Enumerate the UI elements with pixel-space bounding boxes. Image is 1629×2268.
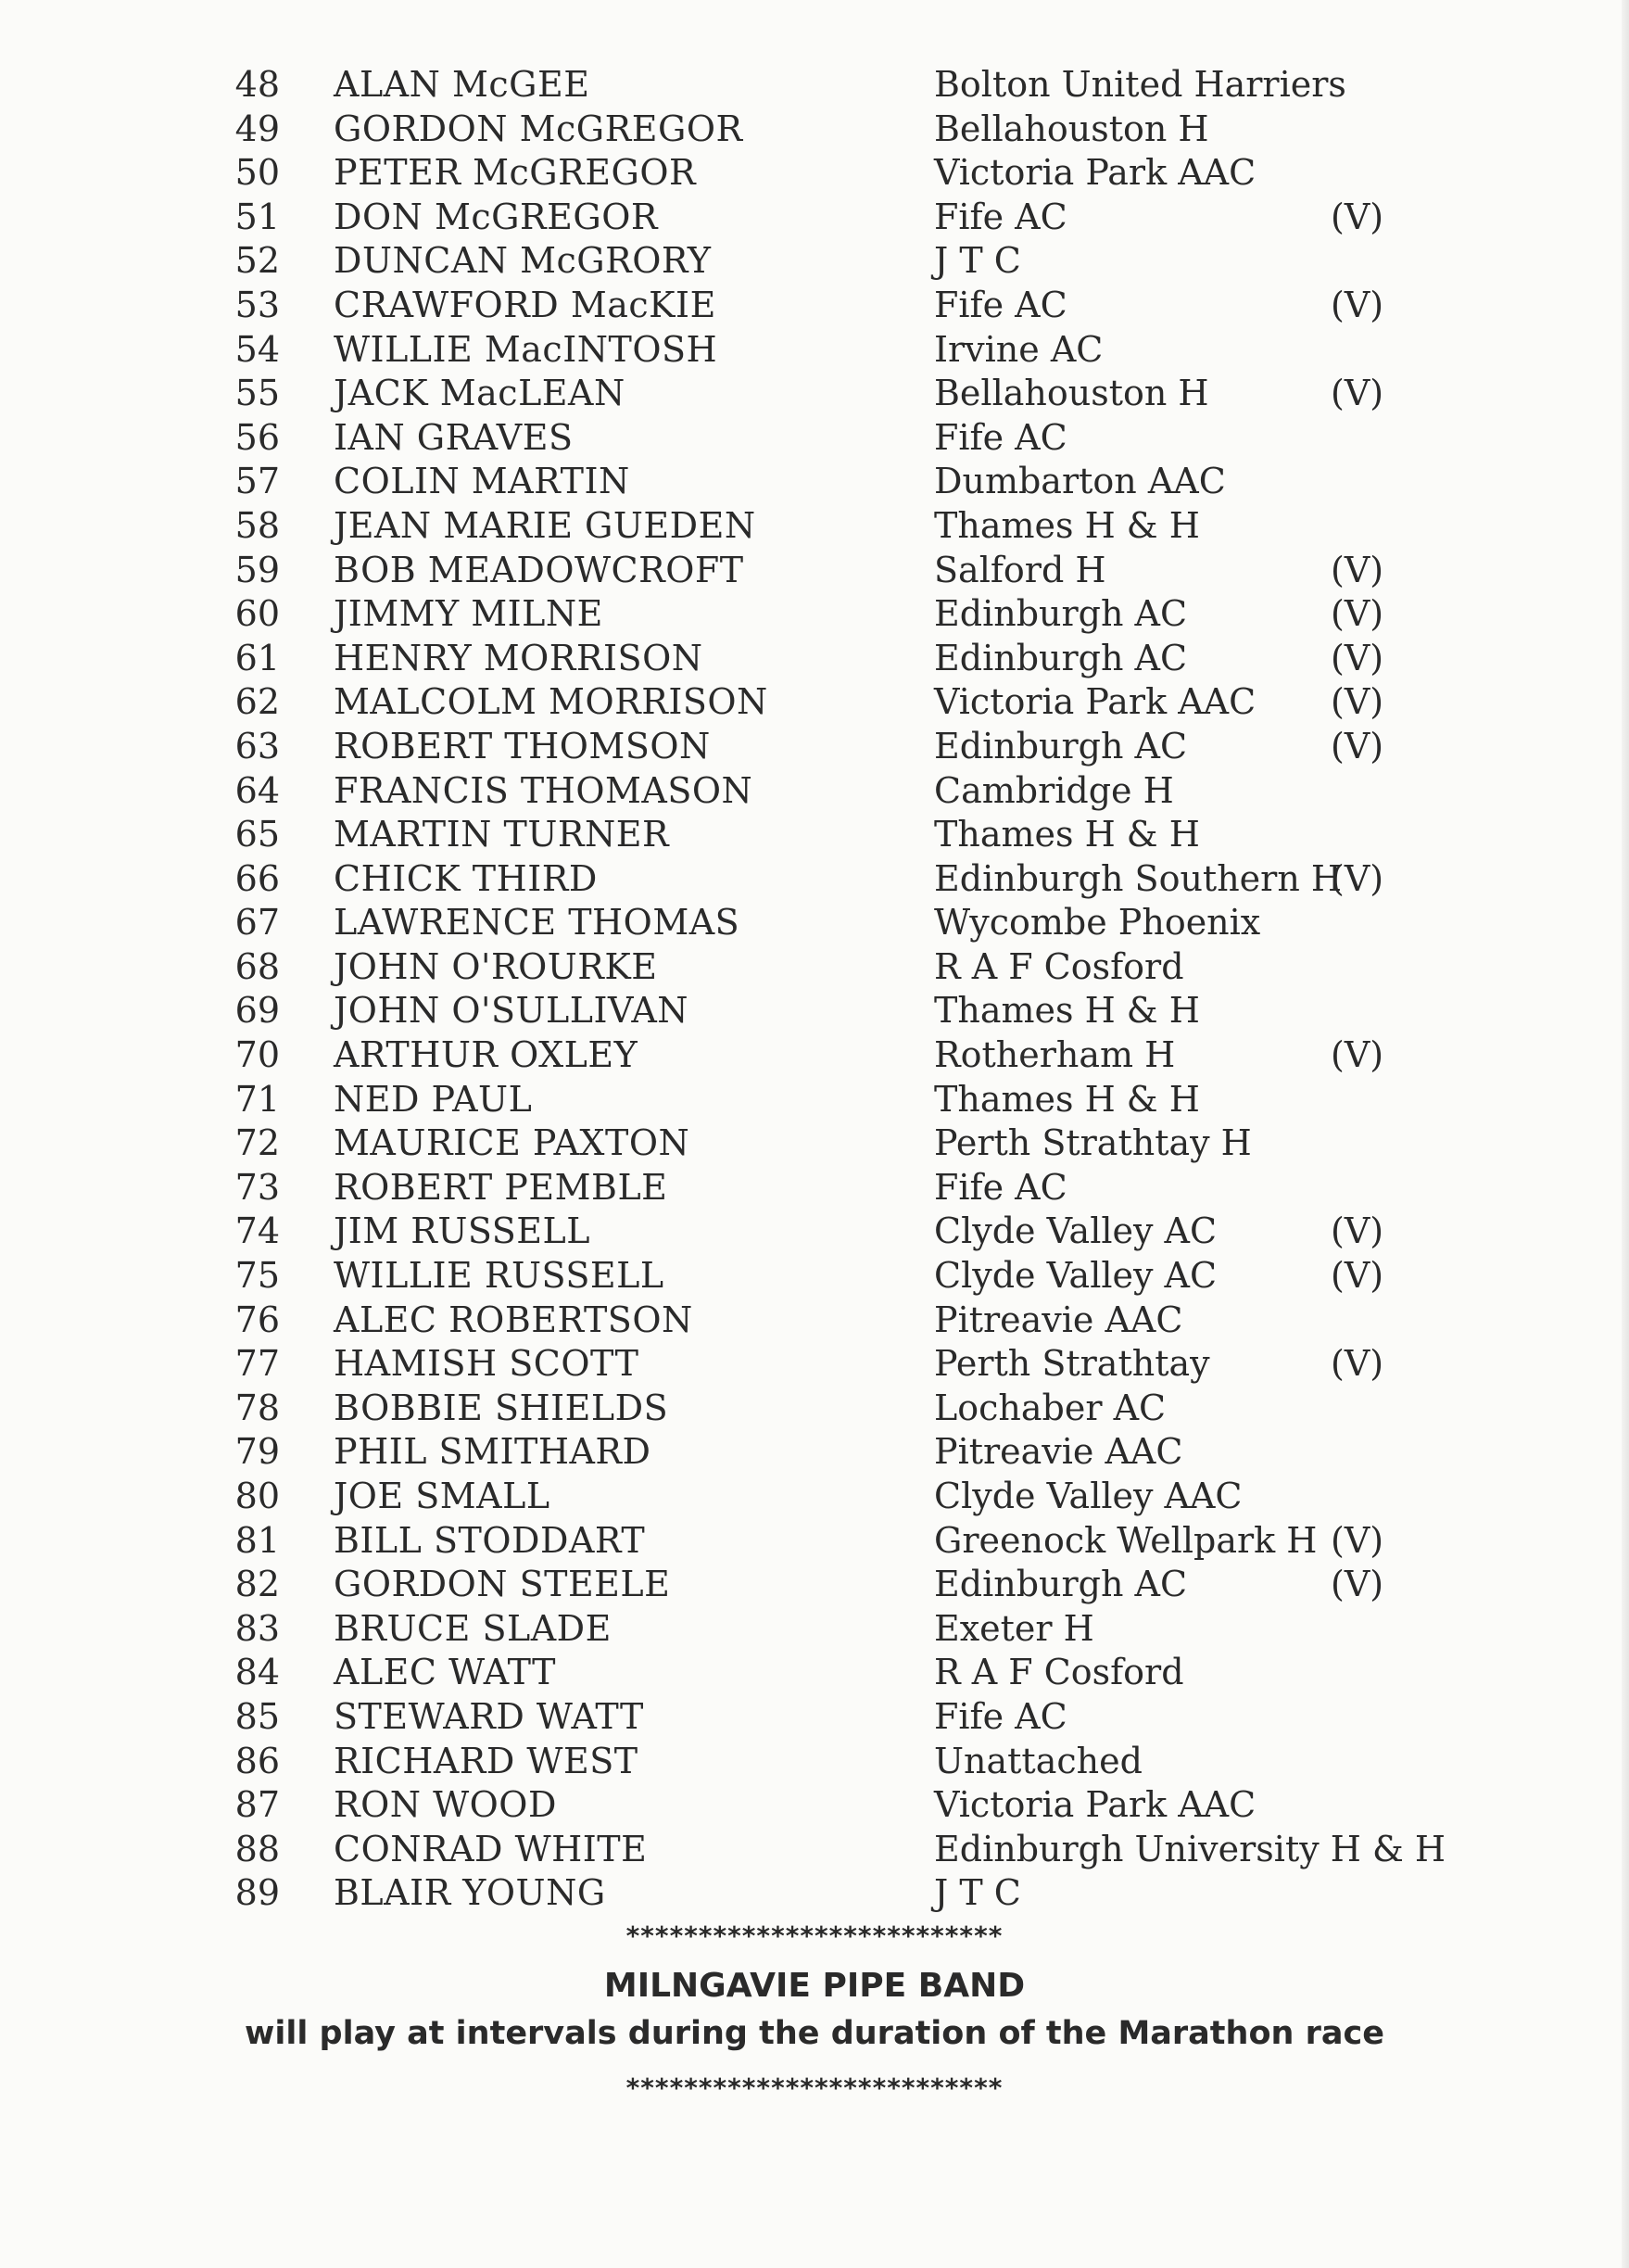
entrant-club: Edinburgh AC xyxy=(934,725,1188,767)
entrant-name: CRAWFORD MacKIE xyxy=(334,284,716,325)
entrant-veteran-mark: (V) xyxy=(1331,1210,1384,1252)
entrant-name: BRUCE SLADE xyxy=(334,1607,612,1649)
entrant-club: Fife AC xyxy=(934,1166,1067,1208)
entrant-name: ALEC WATT xyxy=(334,1652,556,1693)
entrant-row xyxy=(0,1166,1629,1210)
entrant-veteran-mark: (V) xyxy=(1331,637,1384,678)
entrant-row xyxy=(0,372,1629,416)
entrant-number: 73 xyxy=(234,1166,280,1208)
entrant-row xyxy=(0,196,1629,240)
entrant-number: 86 xyxy=(234,1740,280,1781)
entrant-number: 81 xyxy=(234,1519,280,1561)
entrant-name: RON WOOD xyxy=(334,1784,557,1826)
entrant-name: RICHARD WEST xyxy=(334,1740,638,1781)
entrant-number: 61 xyxy=(234,637,280,678)
entrant-row xyxy=(0,1387,1629,1431)
entrant-row xyxy=(0,460,1629,504)
entrant-veteran-mark: (V) xyxy=(1331,196,1384,237)
entrant-club: Fife AC xyxy=(934,284,1067,325)
entrant-number: 54 xyxy=(234,328,280,370)
entrant-row xyxy=(0,769,1629,814)
entrant-name: GORDON STEELE xyxy=(334,1564,671,1605)
entrant-club: Clyde Valley AC xyxy=(934,1210,1218,1252)
entrant-name: HENRY MORRISON xyxy=(334,637,703,678)
entrant-name: BOBBIE SHIELDS xyxy=(334,1387,669,1428)
entrant-number: 76 xyxy=(234,1299,280,1340)
entrant-veteran-mark: (V) xyxy=(1331,284,1384,325)
entrant-name: CHICK THIRD xyxy=(334,857,598,899)
entrant-name: JOHN O'SULLIVAN xyxy=(334,990,689,1032)
entrant-veteran-mark: (V) xyxy=(1331,1255,1384,1297)
entrant-row xyxy=(0,151,1629,196)
entrant-club: Fife AC xyxy=(934,416,1067,458)
entrant-club: Lochaber AC xyxy=(934,1387,1167,1428)
entrant-name: GORDON McGREGOR xyxy=(334,108,743,149)
entrant-number: 71 xyxy=(234,1078,280,1120)
entrant-club: Cambridge H xyxy=(934,769,1174,811)
entrant-club: Perth Strathtay H xyxy=(934,1122,1252,1164)
entrant-number: 66 xyxy=(234,857,280,899)
entrant-number: 57 xyxy=(234,461,280,502)
entrant-number: 75 xyxy=(234,1255,280,1297)
entrant-club: Edinburgh Southern H xyxy=(934,857,1343,899)
entrant-club: Edinburgh AC xyxy=(934,1564,1188,1605)
entrant-club: Clyde Valley AC xyxy=(934,1255,1218,1297)
entrant-name: MALCOLM MORRISON xyxy=(334,681,768,723)
entrant-name: FRANCIS THOMASON xyxy=(334,769,753,811)
entrant-name: ROBERT PEMBLE xyxy=(334,1166,668,1208)
entrant-row xyxy=(0,813,1629,857)
entrant-name: JOHN O'ROURKE xyxy=(334,945,658,987)
entrant-number: 63 xyxy=(234,725,280,767)
entrant-club: R A F Cosford xyxy=(934,1652,1184,1693)
entrant-veteran-mark: (V) xyxy=(1331,725,1384,767)
entrant-row xyxy=(0,901,1629,945)
entrant-row xyxy=(0,1519,1629,1564)
entrant-club: Edinburgh University H & H xyxy=(934,1828,1446,1869)
entrant-number: 60 xyxy=(234,593,280,635)
band-title: MILNGAVIE PIPE BAND xyxy=(603,1967,1026,2005)
entrant-club: Fife AC xyxy=(934,196,1067,237)
entrant-number: 70 xyxy=(234,1034,280,1076)
entrant-row xyxy=(0,725,1629,769)
entrant-number: 56 xyxy=(234,416,280,458)
entrant-name: NED PAUL xyxy=(334,1078,533,1120)
entrant-row xyxy=(0,1828,1629,1872)
entrant-club: Edinburgh AC xyxy=(934,637,1188,678)
entrant-name: LAWRENCE THOMAS xyxy=(334,902,740,944)
entrant-row xyxy=(0,1871,1629,1916)
entrant-row xyxy=(0,1651,1629,1695)
entrant-row xyxy=(0,1121,1629,1166)
entrant-club: Irvine AC xyxy=(934,328,1104,370)
entrant-club: Exeter H xyxy=(934,1607,1094,1649)
entrant-name: ROBERT THOMSON xyxy=(334,725,711,767)
entrant-veteran-mark: (V) xyxy=(1331,857,1384,899)
entrant-club: Greenock Wellpark H xyxy=(934,1519,1318,1561)
entrant-number: 62 xyxy=(234,681,280,723)
entrant-club: Clyde Valley AAC xyxy=(934,1476,1243,1516)
entrant-number: 51 xyxy=(234,196,280,237)
entrant-row xyxy=(0,592,1629,637)
entrant-name: ARTHUR OXLEY xyxy=(334,1034,638,1076)
entrant-row xyxy=(0,1033,1629,1078)
entrant-club: Bolton United Harriers xyxy=(934,64,1346,105)
entrant-number: 72 xyxy=(234,1122,280,1164)
entrant-number: 68 xyxy=(234,945,280,987)
entrant-name: ALEC ROBERTSON xyxy=(334,1299,693,1340)
entrant-name: HAMISH SCOTT xyxy=(334,1343,639,1385)
entrant-row xyxy=(0,1254,1629,1299)
entrant-name: PHIL SMITHARD xyxy=(334,1431,651,1473)
entrant-number: 49 xyxy=(234,108,280,149)
entrant-veteran-mark: (V) xyxy=(1331,1519,1384,1561)
entrant-row xyxy=(0,1783,1629,1828)
entrant-number: 80 xyxy=(234,1476,280,1516)
entrant-club: Victoria Park AAC xyxy=(934,152,1256,194)
entrant-name: PETER McGREGOR xyxy=(334,152,697,194)
entrant-number: 52 xyxy=(234,240,280,282)
entrant-number: 74 xyxy=(234,1210,280,1252)
entrant-club: Thames H & H xyxy=(934,814,1200,855)
entrant-name: ALAN McGEE xyxy=(334,64,590,105)
entrant-club: Salford H xyxy=(934,549,1106,590)
entrant-row xyxy=(0,1607,1629,1652)
entrant-name: JACK MacLEAN xyxy=(334,373,625,414)
entrant-name: STEWARD WATT xyxy=(334,1695,644,1737)
entrant-row xyxy=(0,549,1629,593)
entrant-number: 83 xyxy=(234,1607,280,1649)
entrant-club: Pitreavie AAC xyxy=(934,1299,1183,1340)
entrant-row xyxy=(0,857,1629,902)
entrant-number: 87 xyxy=(234,1784,280,1826)
entrant-name: WILLIE MacINTOSH xyxy=(334,328,718,370)
entrant-name: BLAIR YOUNG xyxy=(334,1872,606,1914)
entrant-number: 79 xyxy=(234,1431,280,1473)
entrant-veteran-mark: (V) xyxy=(1331,373,1384,414)
entrant-number: 48 xyxy=(234,64,280,105)
entrant-name: CONRAD WHITE xyxy=(334,1828,648,1869)
entrant-number: 89 xyxy=(234,1872,280,1914)
entrant-list xyxy=(0,63,1629,1916)
entrant-name: JIMMY MILNE xyxy=(334,593,603,635)
entrant-row xyxy=(0,1430,1629,1475)
entrant-club: Dumbarton AAC xyxy=(934,461,1226,502)
entrant-row xyxy=(0,1695,1629,1740)
entrant-club: Perth Strathtay xyxy=(934,1343,1210,1385)
entrant-name: JEAN MARIE GUEDEN xyxy=(334,504,756,546)
entrant-club: J T C xyxy=(934,1872,1021,1914)
entrant-row xyxy=(0,945,1629,990)
entrant-club: Thames H & H xyxy=(934,1078,1200,1120)
entrant-name: BILL STODDART xyxy=(334,1519,646,1561)
entrant-club: Pitreavie AAC xyxy=(934,1431,1183,1473)
entrant-veteran-mark: (V) xyxy=(1331,1343,1384,1385)
entrant-club: J T C xyxy=(934,240,1021,282)
entrant-number: 77 xyxy=(234,1343,280,1385)
separator-stars-top: ************************** xyxy=(625,1920,1004,1951)
entrant-name: MARTIN TURNER xyxy=(334,814,670,855)
entrant-name: WILLIE RUSSELL xyxy=(334,1255,664,1297)
entrant-number: 67 xyxy=(234,902,280,944)
entrant-number: 59 xyxy=(234,549,280,590)
entrant-club: Edinburgh AC xyxy=(934,593,1188,635)
entrant-number: 53 xyxy=(234,284,280,325)
entrant-name: MAURICE PAXTON xyxy=(334,1122,690,1164)
entrant-club: Thames H & H xyxy=(934,990,1200,1032)
entrant-row xyxy=(0,416,1629,461)
entrant-row xyxy=(0,680,1629,725)
entrant-row xyxy=(0,1342,1629,1387)
entrant-number: 84 xyxy=(234,1652,280,1693)
entrant-row xyxy=(0,504,1629,549)
entrant-number: 50 xyxy=(234,152,280,194)
entrant-club: Bellahouston H xyxy=(934,108,1209,149)
entrant-number: 65 xyxy=(234,814,280,855)
entrant-number: 88 xyxy=(234,1828,280,1869)
entrant-club: R A F Cosford xyxy=(934,945,1184,987)
entrant-name: IAN GRAVES xyxy=(334,416,574,458)
entrant-row xyxy=(0,1210,1629,1254)
entrant-row xyxy=(0,63,1629,108)
entrant-club: Bellahouston H xyxy=(934,373,1209,414)
entrant-name: COLIN MARTIN xyxy=(334,461,630,502)
entrant-name: BOB MEADOWCROFT xyxy=(334,549,744,590)
entrant-club: Wycombe Phoenix xyxy=(934,902,1261,944)
entrant-row xyxy=(0,637,1629,681)
entrant-number: 58 xyxy=(234,504,280,546)
entrant-row xyxy=(0,989,1629,1033)
entrant-number: 85 xyxy=(234,1695,280,1737)
entrant-club: Victoria Park AAC xyxy=(934,1784,1256,1826)
entrant-name: DON McGREGOR xyxy=(334,196,658,237)
band-note: will play at intervals during the duration of the Marathon race xyxy=(245,2015,1384,2052)
entrant-number: 82 xyxy=(234,1564,280,1605)
entrant-veteran-mark: (V) xyxy=(1331,681,1384,723)
entrant-row xyxy=(0,1299,1629,1343)
entrant-number: 69 xyxy=(234,990,280,1032)
entrant-number: 64 xyxy=(234,769,280,811)
entrant-row xyxy=(0,1078,1629,1122)
entrant-number: 55 xyxy=(234,373,280,414)
entrant-number: 78 xyxy=(234,1387,280,1428)
entrant-veteran-mark: (V) xyxy=(1331,549,1384,590)
entrant-club: Unattached xyxy=(934,1740,1143,1781)
entrant-row xyxy=(0,328,1629,373)
entrant-row xyxy=(0,239,1629,284)
entrant-club: Victoria Park AAC xyxy=(934,681,1256,723)
entrant-veteran-mark: (V) xyxy=(1331,1564,1384,1605)
separator-stars-bottom: ************************** xyxy=(625,2072,1004,2103)
entrant-club: Fife AC xyxy=(934,1695,1067,1737)
entrant-club: Thames H & H xyxy=(934,504,1200,546)
entrant-row xyxy=(0,108,1629,152)
entrant-veteran-mark: (V) xyxy=(1331,1034,1384,1076)
entrant-row xyxy=(0,1475,1629,1519)
entrant-name: DUNCAN McGRORY xyxy=(334,240,712,282)
entrant-row xyxy=(0,1740,1629,1784)
entrant-row xyxy=(0,284,1629,328)
entrant-row xyxy=(0,1563,1629,1607)
entrant-name: JIM RUSSELL xyxy=(334,1210,590,1252)
entrant-veteran-mark: (V) xyxy=(1331,593,1384,635)
entrant-name: JOE SMALL xyxy=(334,1476,550,1516)
entrant-club: Rotherham H xyxy=(934,1034,1176,1076)
